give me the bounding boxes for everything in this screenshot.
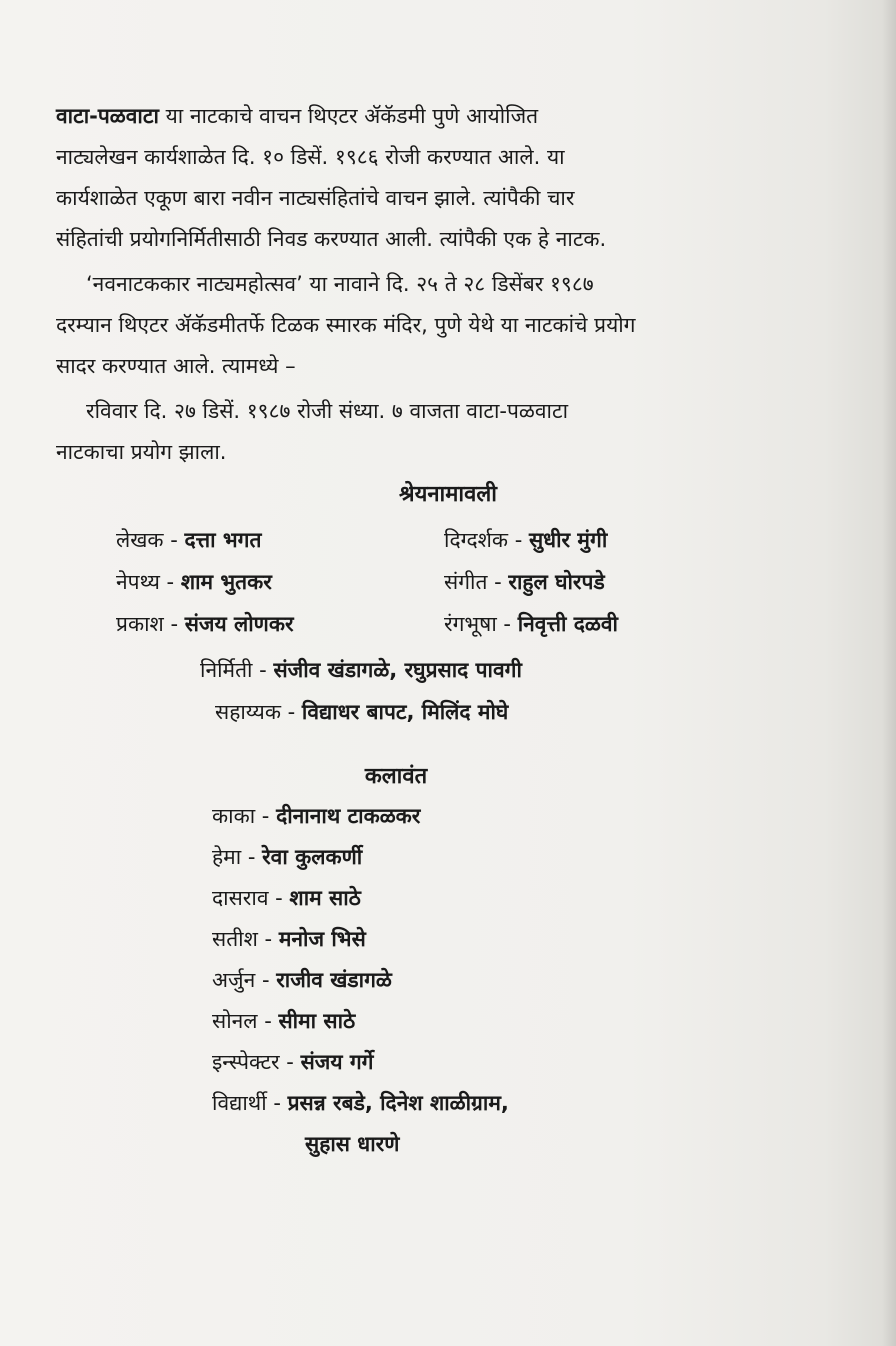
credit-director: दिग्दर्शक - सुधीर मुंगी (444, 528, 608, 552)
intro-p1-line1-text: या नाटकाचे वाचन थिएटर ॲकॅडमी पुणे आयोजित (158, 104, 539, 128)
credit-set: नेपथ्य - शाम भुतकर (116, 570, 272, 594)
credit-writer: लेखक - दत्ता भगत (116, 528, 262, 552)
cast-row: सतीश - मनोज भिसे (212, 927, 366, 951)
cast-row-continuation: सुहास धारणे (305, 1132, 400, 1156)
cast-row: इन्स्पेक्टर - संजय गर्गे (212, 1050, 374, 1074)
cast-row: विद्यार्थी - प्रसन्न रबडे, दिनेश शाळीग्राम, (212, 1091, 509, 1115)
credit-lighting: प्रकाश - संजय लोणकर (116, 612, 294, 636)
credits-heading: श्रेयनामावली (399, 482, 497, 507)
cast-row: हेमा - रेवा कुलकर्णी (212, 845, 363, 869)
cast-row: सोनल - सीमा साठे (212, 1009, 356, 1033)
credit-music: संगीत - राहुल घोरपडे (444, 570, 605, 594)
credit-production: निर्मिती - संजीव खंडागळे, रघुप्रसाद पावगी (200, 658, 522, 682)
cast-row: अर्जुन - राजीव खंडागळे (212, 968, 392, 992)
cast-row: काका - दीनानाथ टाकळकर (212, 804, 421, 828)
credit-makeup: रंगभूषा - निवृत्ती दळवी (444, 612, 618, 636)
intro-p1-line1 (56, 96, 538, 137)
intro-p3-line2: नाटकाचा प्रयोग झाला. (56, 440, 227, 464)
intro-p1-line2: नाट्यलेखन कार्यशाळेत दि. १० डिसें. १९८६ रोजी करण्यात आले. या (56, 145, 565, 169)
intro-p3-line1: रविवार दि. २७ डिसें. १९८७ रोजी संध्या. ७ वाजता वाटा-पळवाटा (86, 399, 569, 423)
intro-p1-line3: कार्यशाळेत एकूण बारा नवीन नाट्यसंहितांचे वाचन झाले. त्यांपैकी चार (56, 186, 575, 210)
intro-p2-line3: सादर करण्यात आले. त्यामध्ये – (56, 354, 296, 378)
credit-assistants: सहाय्यक - विद्याधर बापट, मिलिंद मोघे (215, 700, 509, 724)
cast-row: दासराव - शाम साठे (212, 886, 361, 910)
play-title: वाटा-पळवाटा (56, 104, 159, 128)
page-edge-shadow (882, 0, 896, 1346)
intro-p2-line2: दरम्यान थिएटर ॲकॅडमीतर्फे टिळक स्मारक मंदिर, पुणे येथे या नाटकांचे प्रयोग (56, 313, 636, 337)
intro-p2-line1: ‘नवनाटककार नाट्यमहोत्सव’ या नावाने दि. २५ ते २८ डिसेंबर १९८७ (86, 272, 594, 296)
intro-p1-line4: संहितांची प्रयोगनिर्मितीसाठी निवड करण्यात आली. त्यांपैकी एक हे नाटक. (56, 227, 607, 251)
cast-heading: कलावंत (364, 764, 428, 789)
